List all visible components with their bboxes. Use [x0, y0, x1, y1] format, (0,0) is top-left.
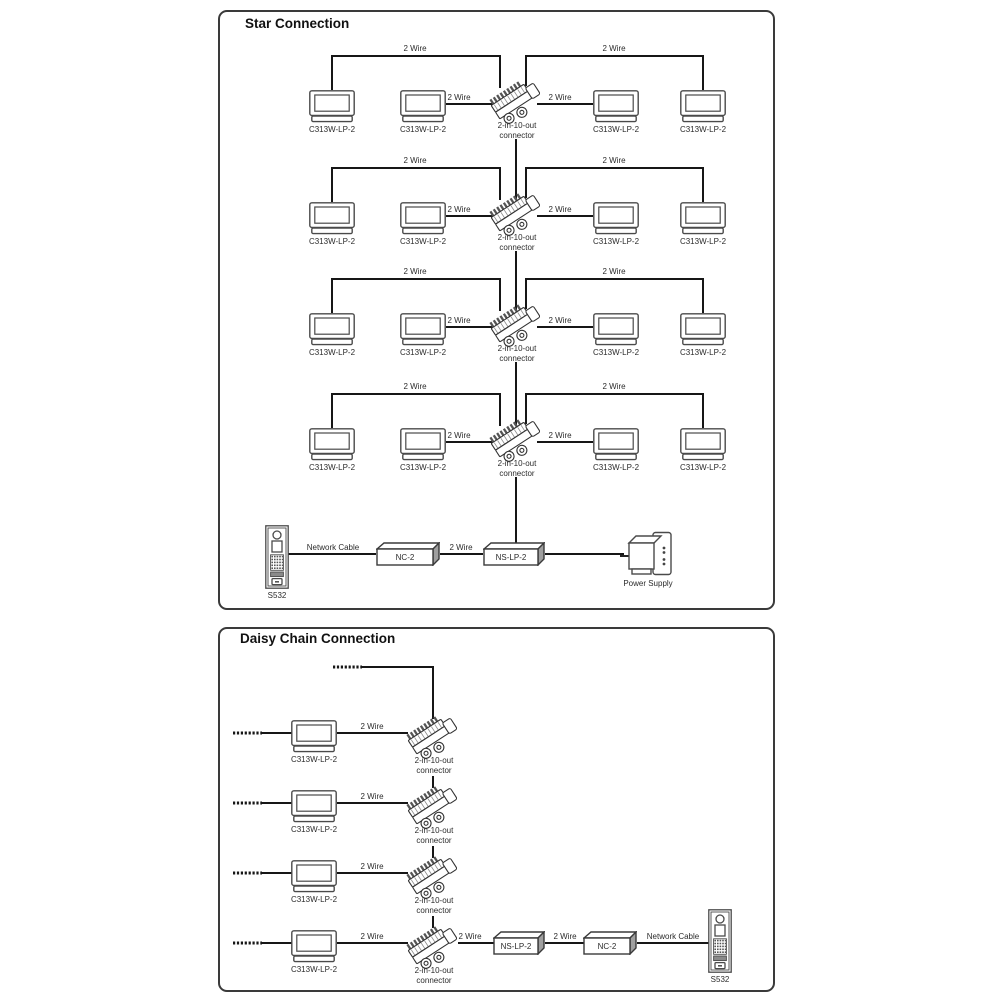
wire-line [332, 56, 500, 90]
wire-label: 2 Wire [360, 932, 384, 941]
wire-label: 2 Wire [360, 862, 384, 871]
wire-line [332, 394, 500, 428]
wire-label: 2 Wire [447, 93, 471, 102]
connector-node [488, 303, 546, 363]
monitor-node [679, 313, 727, 357]
wire-label: 2 Wire [602, 267, 626, 276]
box-label: NC-2 [395, 552, 415, 562]
wire-line [332, 279, 500, 313]
wire-line [526, 56, 703, 90]
monitor-label: C313W-LP-2 [308, 125, 356, 134]
monitor-node [679, 90, 727, 134]
power-supply-node [620, 529, 676, 588]
monitor-icon [680, 90, 726, 123]
monitor-icon [309, 90, 355, 123]
wire-label: Network Cable [646, 932, 700, 941]
connector-label: 2-in-10-out connector [497, 121, 537, 140]
connector-label: 2-in-10-out connector [497, 233, 537, 252]
wire-label: 2 Wire [602, 44, 626, 53]
monitor-label: C313W-LP-2 [592, 463, 640, 472]
connector-label: 2-in-10-out connector [414, 896, 454, 915]
door-station-label: S532 [710, 975, 730, 984]
connector-icon [488, 80, 546, 126]
wire-label: Network Cable [306, 543, 360, 552]
monitor-label: C313W-LP-2 [399, 463, 447, 472]
connector-icon [488, 192, 546, 238]
door-station-node [265, 525, 289, 600]
monitor-label: C313W-LP-2 [679, 348, 727, 357]
monitor-icon [309, 313, 355, 346]
wire-line [526, 168, 703, 202]
monitor-label: C313W-LP-2 [290, 895, 338, 904]
wire-label: 2 Wire [403, 156, 427, 165]
wire-label: 2 Wire [449, 543, 473, 552]
wire-label: 2 Wire [553, 932, 577, 941]
wire-line [362, 667, 433, 719]
wire-label: 2 Wire [447, 316, 471, 325]
wire-label: 2 Wire [548, 93, 572, 102]
wire-label: 2 Wire [403, 267, 427, 276]
box-label: NS-LP-2 [495, 552, 527, 562]
box-label: NS-LP-2 [500, 941, 532, 951]
wire-line [526, 394, 703, 428]
monitor-label: C313W-LP-2 [592, 348, 640, 357]
monitor-label: C313W-LP-2 [399, 237, 447, 246]
wire-label: 2 Wire [548, 316, 572, 325]
wire-label: 2 Wire [403, 44, 427, 53]
connector-icon [488, 418, 546, 464]
wire-label: 2 Wire [360, 722, 384, 731]
connector-label: 2-in-10-out connector [497, 344, 537, 363]
monitor-label: C313W-LP-2 [592, 237, 640, 246]
door-station-icon [265, 525, 289, 589]
monitor-label: C313W-LP-2 [290, 825, 338, 834]
wire-label: 2 Wire [602, 156, 626, 165]
wire-label: 2 Wire [360, 792, 384, 801]
daisy-chain-connection-title: Daisy Chain Connection [240, 631, 396, 646]
connector-label: 2-in-10-out connector [414, 966, 454, 985]
monitor-node [308, 202, 356, 246]
monitor-icon [309, 202, 355, 235]
wire-label: 2 Wire [447, 205, 471, 214]
door-station-label: S532 [267, 591, 287, 600]
monitor-icon [680, 202, 726, 235]
monitor-label: C313W-LP-2 [290, 965, 338, 974]
monitor-node [679, 202, 727, 246]
connector-node [488, 192, 546, 252]
wire-line [332, 168, 500, 202]
monitor-label: C313W-LP-2 [308, 237, 356, 246]
wire-label: 2 Wire [458, 932, 482, 941]
connector-node [488, 418, 546, 478]
monitor-label: C313W-LP-2 [290, 755, 338, 764]
monitor-label: C313W-LP-2 [308, 463, 356, 472]
monitor-node [679, 428, 727, 472]
monitor-label: C313W-LP-2 [679, 463, 727, 472]
monitor-node [308, 90, 356, 134]
wire-label: 2 Wire [548, 205, 572, 214]
monitor-icon [309, 428, 355, 461]
wire-label: 2 Wire [548, 431, 572, 440]
monitor-label: C313W-LP-2 [399, 348, 447, 357]
monitor-icon [680, 428, 726, 461]
monitor-label: C313W-LP-2 [592, 125, 640, 134]
connector-label: 2-in-10-out connector [414, 826, 454, 845]
connector-icon [488, 303, 546, 349]
monitor-label: C313W-LP-2 [308, 348, 356, 357]
connector-label: 2-in-10-out connector [497, 459, 537, 478]
monitor-icon [680, 313, 726, 346]
power-supply-label: Power Supply [623, 579, 673, 588]
wire-line [526, 279, 703, 313]
box-label: NC-2 [597, 941, 617, 951]
monitor-node [308, 313, 356, 357]
monitor-label: C313W-LP-2 [679, 237, 727, 246]
star-connection-title: Star Connection [245, 16, 350, 31]
monitor-label: C313W-LP-2 [399, 125, 447, 134]
connector-node [488, 80, 546, 140]
monitor-label: C313W-LP-2 [679, 125, 727, 134]
monitor-node [308, 428, 356, 472]
wire-label: 2 Wire [602, 382, 626, 391]
power-supply-icon [620, 529, 676, 579]
wire-label: 2 Wire [447, 431, 471, 440]
wire-label: 2 Wire [403, 382, 427, 391]
connector-label: 2-in-10-out connector [414, 756, 454, 775]
